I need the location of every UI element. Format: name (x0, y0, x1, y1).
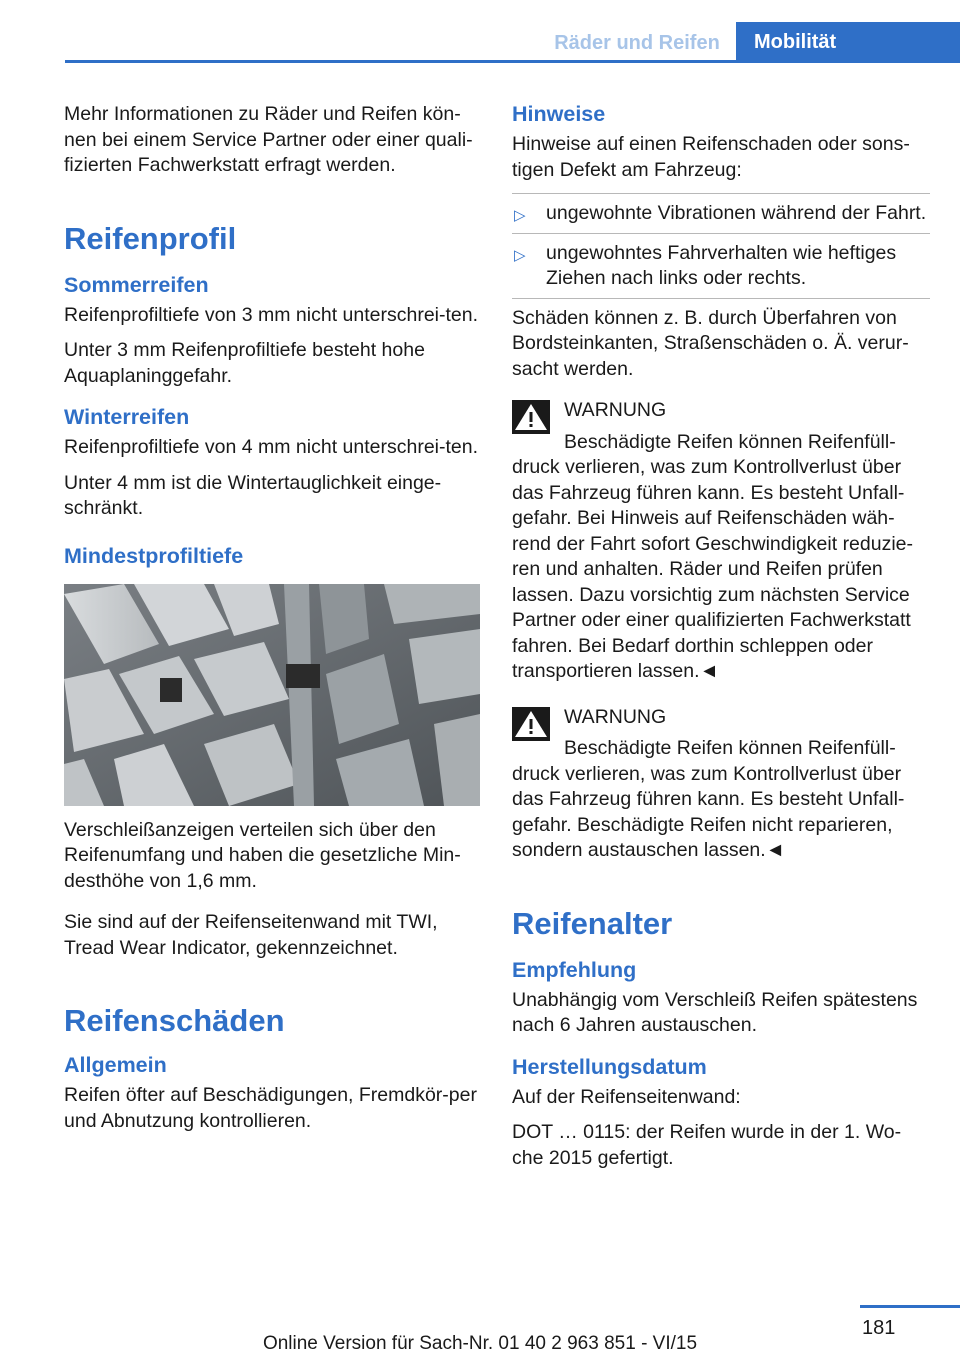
empfehlung-text: Unabhängig vom Verschleiß Reifen spätestens nach 6 Jahren austauschen. (512, 988, 918, 1036)
chapter-tab: Mobilität (736, 22, 960, 60)
right-column (512, 100, 930, 1181)
warning-text: druck verlieren, was zum Kontrollverlust über das Fahrzeug führen kann. Es besteht Unfall-gefahr. Bei Hinweis auf Reifenschäden wäh-rend der Fahrt sofort Geschwindigkeit reduzie-ren und anhalten. Räder und Reifen prüfen lassen. Dazu vorsichtig zum nächsten Service Partner oder einer qualifizierten Fachwerkstatt fahren. Bei Bedarf dorthin schleppen oder transportieren lassen.◄ (512, 456, 914, 682)
herstellung-text-1: Auf der Reifenseitenwand: (512, 1085, 741, 1108)
header-rule (65, 60, 960, 63)
footer-rule (860, 1305, 960, 1308)
page-number: 181 (862, 1317, 896, 1339)
bullet-divider (512, 298, 930, 299)
bullet-divider (512, 233, 930, 234)
heading-hinweise: Hinweise (512, 102, 606, 126)
heading-reifenprofil: Reifenprofil (64, 220, 237, 256)
list-item: ▷ ungewohnte Vibrationen während der Fahrt. (512, 201, 930, 227)
heading-winterreifen: Winterreifen (64, 405, 190, 429)
winter-text-2: Unter 4 mm ist die Wintertauglichkeit einge-schränkt. (64, 471, 442, 519)
warning-text: druck verlieren, was zum Kontrollverlust über das Fahrzeug führen kann. Es besteht Unfall-gefahr. Beschädigte Reifen nicht reparieren, sondern austauschen lassen.◄ (512, 762, 905, 861)
heading-allgemein: Allgemein (64, 1053, 167, 1077)
schaeden-text: Schäden können z. B. durch Überfahren von Bordsteinkanten, Straßenschäden o. Ä. verur-sacht werden. (512, 306, 909, 380)
allgemein-text: Reifen öfter auf Beschädigungen, Fremdkör-per und Abnutzung kontrollieren. (64, 1084, 477, 1132)
header-tabs (0, 22, 960, 60)
bullet-triangle-icon: ▷ (514, 207, 526, 224)
bullet-triangle-icon: ▷ (514, 246, 526, 264)
heading-mindestprofiltiefe: Mindestprofiltiefe (64, 543, 244, 568)
herstellung-text-2: DOT … 0115: der Reifen wurde in der 1. Wo-che 2015 gefertigt. (512, 1121, 902, 1169)
warning-title: WARNUNG (564, 705, 667, 728)
bullet-divider (512, 193, 930, 194)
section-tab: Räder und Reifen (554, 32, 720, 54)
mindest-text-1: Verschleißanzeigen verteilen sich über den Reifenumfang und haben die gesetzliche Min-desthöhe von 1,6 mm. (64, 818, 461, 892)
sommer-text-2: Unter 3 mm Reifenprofiltiefe besteht hohe Aquaplaninggefahr. (64, 339, 425, 387)
list-item: ▷ ungewohntes Fahrverhalten wie heftiges Ziehen nach links oder rechts. (514, 241, 897, 289)
intro-text: Mehr Informationen zu Räder und Reifen kön-nen bei einem Service Partner oder einer quali-fizierten Fachwerkstatt erfragt werden. (64, 103, 473, 176)
warning-title: WARNUNG (564, 399, 667, 421)
warning-triangle-icon (512, 400, 550, 434)
heading-reifenschaeden: Reifenschäden (64, 1003, 285, 1038)
warning-first-line: Beschädigte Reifen können Reifenfüll- (564, 737, 896, 759)
heading-herstellungsdatum: Herstellungsdatum (512, 1054, 707, 1079)
tire-tread-photo (64, 584, 480, 806)
warning-block (512, 398, 930, 685)
warning-block (512, 705, 930, 864)
heading-reifenalter: Reifenalter (512, 905, 673, 941)
heading-empfehlung: Empfehlung (512, 957, 637, 982)
mindest-text-2: Sie sind auf der Reifenseitenwand mit TWI, Tread Wear Indicator, gekennzeichnet. (64, 911, 438, 959)
heading-sommerreifen: Sommerreifen (64, 272, 209, 297)
warning-first-line: Beschädigte Reifen können Reifenfüll- (564, 430, 896, 453)
warning-triangle-icon (512, 707, 550, 741)
online-version-note: Online Version für Sach-Nr. 01 40 2 963 851 - VI/15 (262, 1333, 698, 1354)
winter-text-1: Reifenprofiltiefe von 4 mm nicht unterschrei-ten. (64, 436, 479, 458)
sommer-text-1: Reifenprofiltiefe von 3 mm nicht unterschrei-ten. (64, 303, 479, 326)
left-column (64, 102, 482, 1144)
hinweise-text: Hinweise auf einen Reifenschaden oder sons-tigen Defekt am Fahrzeug: (512, 133, 910, 181)
